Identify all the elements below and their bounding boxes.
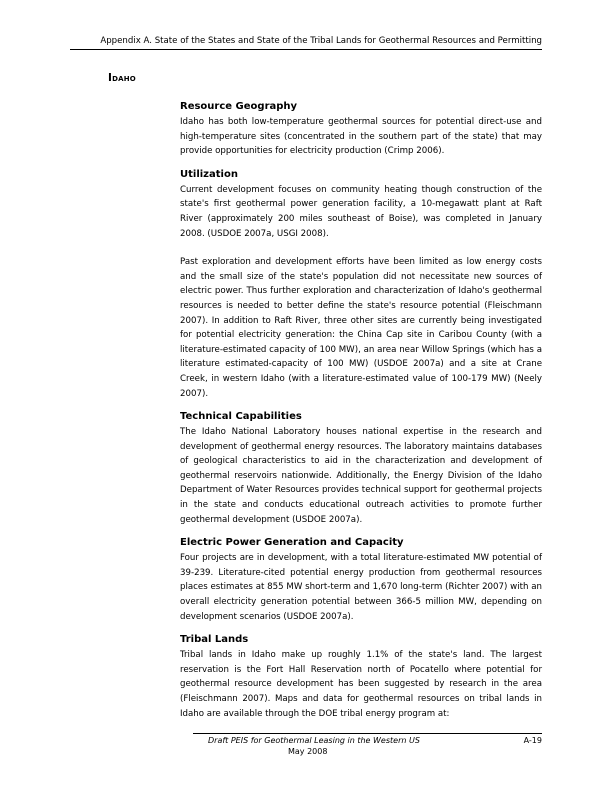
running-header [70,36,542,50]
section-technical-capabilities [180,410,542,527]
section-utilization [180,168,542,401]
section-heading: Resource Geography [180,101,298,112]
state-title: Idaho [108,72,136,84]
section-paragraph: Past exploration and development efforts have been limited as low energy costs and the small size of the state's population did not necessitate new sources of electric power. Thus further exploration and characterization of Idaho's geothermal resources is needed to better define the state's resource potential (Fleischmann 2007). In addition to Raft River, three other sites are currently being investigated for potential electricity generation: the China Cap site in Caribou County (with a literature-estimated capacity of 100 MW), an area near Willow Springs (which has a literature estimated-capacity of 100 MW) (USDOE 2007a) and a site at Crane Creek, in western Idaho (with a literature-estimated value of 100-179 MW) (Neely 2007). [180,257,542,399]
section-heading: Electric Power Generation and Capacity [180,537,404,549]
section-paragraph: Idaho has both low-temperature geothermal sources for potential direct-use and high-temperature sites (concentrated in the southern part of the state) that may provide opportunities for electricity production (Crimp 2006). [180,117,542,157]
section-paragraph: Four projects are in development, with a total literature-estimated MW potential of 39-239. Literature-cited potential energy production from geothermal resources places estimates at 855 MW short-term and 1,670 long-term (Richter 2007) with an overall electricity generation potential between 366-5 million MW, depending on development scenarios (USDOE 2007a). [180,553,542,622]
section-tribal-lands [180,633,542,721]
footer-page-number: A-19 [523,736,542,745]
body-column [180,100,542,730]
section-paragraph: Tribal lands in Idaho make up roughly 1.1% of the state's land. The largest reservation is the Fort Hall Reservation north of Pocatello where potential for geothermal resource development has been suggested by research in the area (Fleischmann 2007). Maps and data for geothermal resources on tribal lands in Idaho are available through the DOE tribal energy program at: [180,650,542,719]
section-heading: Utilization [180,168,238,180]
section-resource-geography [180,100,542,159]
running-header-title: Appendix A. State of the States and State of the Tribal Lands for Geothermal Resources and Permitting [100,36,542,46]
section-paragraph: The Idaho National Laboratory houses national expertise in the research and development of geothermal energy resources. The laboratory maintains databases of geological characteristics to aid in the characterization and development of geothermal reservoirs nationwide. Additionally, the Energy Division of the Idaho Department of Water Resources provides technical support for geothermal projects in the state and conducts educational outreach activities to promote further geothermal development (USDOE 2007a). [180,427,542,525]
footer-document-title: Draft PEIS for Geothermal Leasing in the Western US [208,736,420,745]
section-paragraph: Current development focuses on community heating though construction of the state's first geothermal power generation facility, a 10-megawatt plant at Raft River (approximately 200 miles southeast of Boise), was completed in January 2008. (USDOE 2007a, USGI 2008). [180,184,542,239]
footer-date: May 2008 [288,747,328,756]
section-heading: Tribal Lands [180,634,249,646]
page-footer [193,733,542,756]
section-heading: Technical Capabilities [180,411,302,423]
section-electric-power [180,536,542,624]
